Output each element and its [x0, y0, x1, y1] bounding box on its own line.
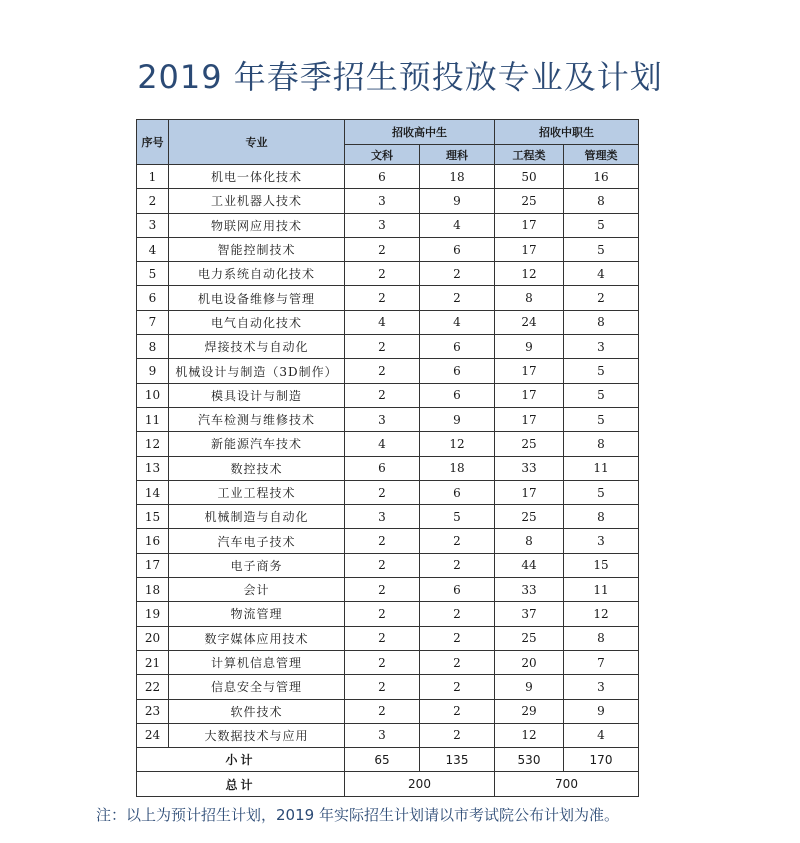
row-engineering: 44: [495, 553, 564, 577]
row-index: 12: [137, 432, 169, 456]
table-row: [137, 310, 639, 334]
row-arts: 2: [345, 383, 420, 407]
row-arts: 2: [345, 237, 420, 261]
row-arts: 2: [345, 602, 420, 626]
row-engineering: 17: [495, 359, 564, 383]
row-management: 5: [564, 383, 639, 407]
row-index: 21: [137, 650, 169, 674]
row-engineering: 12: [495, 262, 564, 286]
row-science: 5: [420, 505, 495, 529]
row-major: 物联网应用技术: [169, 213, 345, 237]
subtotal-science: 135: [420, 748, 495, 772]
row-index: 14: [137, 480, 169, 504]
subtotal-engineering: 530: [495, 748, 564, 772]
row-major: 汽车电子技术: [169, 529, 345, 553]
header-group-high-school: 招收高中生: [345, 120, 495, 145]
row-engineering: 20: [495, 650, 564, 674]
header-engineering: 工程类: [495, 145, 564, 165]
row-index: 11: [137, 407, 169, 431]
table-row: [137, 407, 639, 431]
row-science: 2: [420, 553, 495, 577]
subtotal-arts: 65: [345, 748, 420, 772]
row-arts: 6: [345, 165, 420, 189]
row-arts: 6: [345, 456, 420, 480]
row-major: 软件技术: [169, 699, 345, 723]
row-science: 4: [420, 310, 495, 334]
row-management: 5: [564, 359, 639, 383]
row-index: 20: [137, 626, 169, 650]
row-major: 电气自动化技术: [169, 310, 345, 334]
row-science: 6: [420, 383, 495, 407]
row-management: 5: [564, 480, 639, 504]
row-index: 7: [137, 310, 169, 334]
row-index: 4: [137, 237, 169, 261]
total-label: 总计: [137, 772, 345, 796]
row-engineering: 8: [495, 286, 564, 310]
row-arts: 2: [345, 359, 420, 383]
row-major: 机械设计与制造（3D制作）: [169, 359, 345, 383]
header-major: 专业: [169, 120, 345, 165]
row-major: 物流管理: [169, 602, 345, 626]
row-management: 8: [564, 310, 639, 334]
row-engineering: 25: [495, 189, 564, 213]
row-engineering: 50: [495, 165, 564, 189]
table-row: [137, 553, 639, 577]
row-arts: 3: [345, 407, 420, 431]
row-science: 2: [420, 262, 495, 286]
row-index: 10: [137, 383, 169, 407]
row-science: 2: [420, 626, 495, 650]
row-engineering: 17: [495, 480, 564, 504]
row-engineering: 33: [495, 456, 564, 480]
table-row: [137, 529, 639, 553]
row-engineering: 12: [495, 723, 564, 747]
header-management: 管理类: [564, 145, 639, 165]
row-major: 计算机信息管理: [169, 650, 345, 674]
row-index: 6: [137, 286, 169, 310]
row-major: 机电一体化技术: [169, 165, 345, 189]
row-major: 会计: [169, 578, 345, 602]
subtotal-management: 170: [564, 748, 639, 772]
table-row: [137, 505, 639, 529]
header-arts: 文科: [345, 145, 420, 165]
row-science: 2: [420, 602, 495, 626]
row-index: 23: [137, 699, 169, 723]
footnote: 注：以上为预计招生计划，2019 年实际招生计划请以市考试院公布计划为准。: [96, 806, 619, 824]
row-major: 电子商务: [169, 553, 345, 577]
row-engineering: 33: [495, 578, 564, 602]
row-major: 数控技术: [169, 456, 345, 480]
row-arts: 4: [345, 432, 420, 456]
table-row: [137, 213, 639, 237]
table-row: [137, 626, 639, 650]
row-arts: 3: [345, 213, 420, 237]
row-major: 新能源汽车技术: [169, 432, 345, 456]
row-index: 18: [137, 578, 169, 602]
row-index: 3: [137, 213, 169, 237]
row-science: 2: [420, 675, 495, 699]
page-title: 2019 年春季招生预投放专业及计划: [137, 58, 663, 96]
row-arts: 2: [345, 675, 420, 699]
row-major: 数字媒体应用技术: [169, 626, 345, 650]
row-management: 5: [564, 213, 639, 237]
row-index: 9: [137, 359, 169, 383]
row-arts: 2: [345, 262, 420, 286]
header-index: 序号: [137, 120, 169, 165]
table-body: [137, 165, 639, 748]
row-management: 11: [564, 456, 639, 480]
row-science: 2: [420, 650, 495, 674]
row-science: 2: [420, 723, 495, 747]
row-major: 信息安全与管理: [169, 675, 345, 699]
row-science: 4: [420, 213, 495, 237]
row-major: 智能控制技术: [169, 237, 345, 261]
table-row: [137, 165, 639, 189]
table-row: [137, 480, 639, 504]
row-arts: 3: [345, 189, 420, 213]
row-engineering: 9: [495, 335, 564, 359]
row-major: 机械制造与自动化: [169, 505, 345, 529]
subtotal-label: 小计: [137, 748, 345, 772]
total-row: [137, 772, 639, 796]
row-management: 11: [564, 578, 639, 602]
row-arts: 2: [345, 650, 420, 674]
header-science: 理科: [420, 145, 495, 165]
row-major: 大数据技术与应用: [169, 723, 345, 747]
row-index: 19: [137, 602, 169, 626]
row-management: 8: [564, 189, 639, 213]
header-group-vocational: 招收中职生: [495, 120, 639, 145]
row-engineering: 37: [495, 602, 564, 626]
row-management: 2: [564, 286, 639, 310]
row-management: 16: [564, 165, 639, 189]
row-arts: 3: [345, 505, 420, 529]
table-row: [137, 189, 639, 213]
table-row: [137, 602, 639, 626]
table-row: [137, 723, 639, 747]
row-index: 17: [137, 553, 169, 577]
row-index: 1: [137, 165, 169, 189]
row-management: 8: [564, 505, 639, 529]
row-arts: 2: [345, 480, 420, 504]
row-science: 2: [420, 529, 495, 553]
row-science: 18: [420, 165, 495, 189]
row-engineering: 25: [495, 505, 564, 529]
row-science: 9: [420, 407, 495, 431]
row-major: 模具设计与制造: [169, 383, 345, 407]
row-index: 22: [137, 675, 169, 699]
table-row: [137, 578, 639, 602]
row-engineering: 17: [495, 383, 564, 407]
row-major: 工业机器人技术: [169, 189, 345, 213]
row-management: 7: [564, 650, 639, 674]
row-engineering: 17: [495, 213, 564, 237]
row-major: 机电设备维修与管理: [169, 286, 345, 310]
row-arts: 2: [345, 699, 420, 723]
row-management: 15: [564, 553, 639, 577]
row-management: 4: [564, 723, 639, 747]
row-management: 8: [564, 626, 639, 650]
table-row: [137, 456, 639, 480]
row-science: 9: [420, 189, 495, 213]
table-row: [137, 359, 639, 383]
table-row: [137, 383, 639, 407]
row-arts: 3: [345, 723, 420, 747]
row-index: 8: [137, 335, 169, 359]
row-index: 5: [137, 262, 169, 286]
row-engineering: 17: [495, 407, 564, 431]
row-science: 6: [420, 359, 495, 383]
row-science: 2: [420, 286, 495, 310]
row-science: 12: [420, 432, 495, 456]
row-engineering: 29: [495, 699, 564, 723]
row-engineering: 17: [495, 237, 564, 261]
row-management: 3: [564, 529, 639, 553]
table-row: [137, 675, 639, 699]
row-management: 12: [564, 602, 639, 626]
row-major: 汽车检测与维修技术: [169, 407, 345, 431]
table-row: [137, 237, 639, 261]
row-management: 9: [564, 699, 639, 723]
row-engineering: 24: [495, 310, 564, 334]
row-arts: 2: [345, 286, 420, 310]
row-science: 6: [420, 237, 495, 261]
row-index: 24: [137, 723, 169, 747]
row-major: 电力系统自动化技术: [169, 262, 345, 286]
total-vocational: 700: [495, 772, 639, 796]
row-management: 8: [564, 432, 639, 456]
row-science: 2: [420, 699, 495, 723]
row-index: 16: [137, 529, 169, 553]
row-major: 焊接技术与自动化: [169, 335, 345, 359]
table-row: [137, 286, 639, 310]
table-row: [137, 432, 639, 456]
row-arts: 2: [345, 578, 420, 602]
row-engineering: 25: [495, 626, 564, 650]
row-arts: 2: [345, 626, 420, 650]
row-science: 18: [420, 456, 495, 480]
row-index: 15: [137, 505, 169, 529]
row-management: 5: [564, 237, 639, 261]
row-arts: 4: [345, 310, 420, 334]
enrollment-plan-table: [136, 119, 639, 797]
table-row: [137, 650, 639, 674]
subtotal-row: [137, 748, 639, 772]
row-index: 13: [137, 456, 169, 480]
row-management: 3: [564, 335, 639, 359]
row-management: 5: [564, 407, 639, 431]
header-row-1: [137, 120, 639, 145]
row-science: 6: [420, 480, 495, 504]
row-management: 3: [564, 675, 639, 699]
row-engineering: 25: [495, 432, 564, 456]
row-major: 工业工程技术: [169, 480, 345, 504]
table-row: [137, 699, 639, 723]
table-row: [137, 262, 639, 286]
table-row: [137, 335, 639, 359]
row-index: 2: [137, 189, 169, 213]
row-engineering: 9: [495, 675, 564, 699]
row-arts: 2: [345, 553, 420, 577]
row-arts: 2: [345, 335, 420, 359]
row-arts: 2: [345, 529, 420, 553]
row-science: 6: [420, 578, 495, 602]
total-high-school: 200: [345, 772, 495, 796]
row-science: 6: [420, 335, 495, 359]
row-engineering: 8: [495, 529, 564, 553]
row-management: 4: [564, 262, 639, 286]
